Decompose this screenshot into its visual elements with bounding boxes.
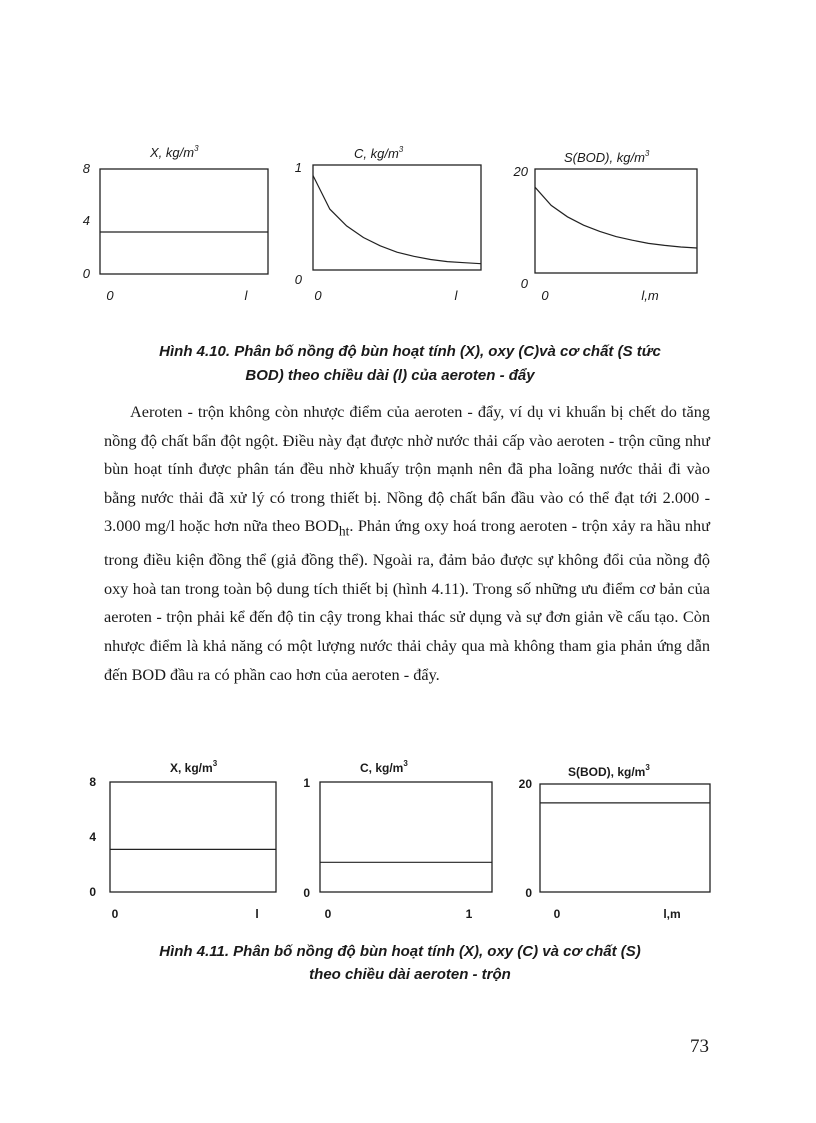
chart-title [170, 759, 218, 775]
chart-title [360, 759, 408, 775]
chart-title-superscript: 3 [645, 763, 650, 772]
x-tick-label: 0 [541, 288, 549, 303]
chart-svg [276, 140, 496, 310]
plot-frame [540, 784, 710, 892]
y-tick-label: 0 [525, 886, 532, 900]
chart-title [149, 144, 199, 160]
bod-subscript: ht [338, 523, 350, 539]
chart-svg [500, 752, 720, 927]
y-tick-label: 4 [89, 830, 96, 844]
x-tick-label: l [255, 907, 259, 921]
chart-title-superscript: 3 [403, 759, 408, 768]
y-tick-label: 20 [518, 777, 532, 791]
fig411-x-chart [60, 752, 280, 927]
body-text-start: Aeroten - trộn không còn nhược điểm của aeroten - đẩy, ví dụ vi khuẩn bị chết do tăng nồng độ chất bẩn đột ngột. Điều này đạt được nhờ nước thải cấp vào aeroten - trộn cũng như bùn hoạt tính được phân tán đều nhờ khuấy trộn mạnh nên đã pha loãng nước thải đi vào bằng nước thải đã xử lý có trong thiết bị. Nồng độ chất bẩn đầu vào có thể đạt tới 2.000 - 3.000 mg/l hoặc hơn nữa theo BOD [104, 402, 710, 536]
chart-title-text: S(BOD), kg/m [564, 150, 645, 165]
y-tick-label: 0 [520, 276, 528, 291]
plot-frame [110, 782, 276, 892]
x-tick-label: 0 [553, 907, 561, 921]
fig410-s-chart [500, 140, 720, 310]
chart-svg [282, 752, 502, 927]
chart-title [354, 145, 404, 161]
chart-title-superscript: 3 [194, 144, 199, 153]
x-tick-label: l,m [663, 907, 681, 921]
fig410-caption-line2: BOD) theo chiều dài (l) của aeroten - đẩy [245, 367, 535, 384]
fig411-c-chart [282, 752, 502, 927]
fig411-caption-line2: theo chiều dài aeroten - trộn [309, 966, 511, 983]
fig410-x-chart [60, 140, 280, 310]
chart-title-text: S(BOD), kg/m [568, 765, 646, 779]
series-line-sbod [535, 187, 697, 248]
chart-title-superscript: 3 [212, 759, 218, 768]
page-number: 73 [690, 1036, 709, 1057]
x-tick-label: 0 [111, 907, 119, 921]
chart-title-text: X, kg/m [170, 761, 213, 775]
chart-title-superscript: 3 [644, 149, 650, 158]
x-tick-label: l,m [641, 288, 659, 303]
y-tick-label: 1 [294, 160, 302, 175]
x-tick-label: 1 [465, 907, 473, 921]
chart-title [568, 763, 650, 779]
x-tick-label: 0 [314, 288, 322, 303]
plot-frame [535, 169, 697, 273]
x-tick-label: l [244, 288, 248, 303]
chart-title-superscript: 3 [398, 145, 404, 154]
fig411-caption-line1: Hình 4.11. Phân bố nồng độ bùn hoạt tính (X), oxy (C) và cơ chất (S) [159, 943, 641, 960]
x-tick-label: l [454, 288, 458, 303]
body-paragraph [104, 398, 710, 689]
chart-title-text: X, kg/m [150, 145, 195, 160]
y-tick-label: 0 [82, 266, 90, 281]
chart-title-text: C, kg/m [354, 146, 399, 161]
y-tick-label: 8 [82, 161, 90, 176]
body-text-end: . Phản ứng oxy hoá trong aeroten - trộn xảy ra hầu như trong điều kiện đồng thể (giả đồng thể). Ngoài ra, đảm bảo được sự không đổi của nồng độ oxy hoà tan trong toàn bộ dung tích thiết bị (hình 4.11). Trong số những ưu điểm cơ bản của aeroten - trộn phải kể đến độ tin cậy trong khai thác sử dụng và sự đơn giản về cấu tạo. Còn nhược điểm là khả năng có một lượng nước thải chảy qua mà không tham gia phản ứng dẫn đến BOD đầu ra có phần cao hơn của aeroten - đẩy. [104, 516, 710, 684]
chart-title [564, 149, 650, 165]
chart-svg [500, 140, 720, 310]
series-line-c [313, 176, 481, 264]
y-tick-label: 0 [89, 885, 96, 899]
chart-svg [60, 752, 280, 927]
fig411-s-chart [500, 752, 720, 927]
y-tick-label: 0 [303, 886, 310, 900]
y-tick-label: 0 [294, 272, 302, 287]
y-tick-label: 8 [89, 775, 96, 789]
chart-svg [60, 140, 280, 310]
y-tick-label: 20 [513, 164, 528, 179]
y-tick-label: 4 [82, 213, 90, 228]
x-tick-label: 0 [106, 288, 114, 303]
plot-frame [320, 782, 492, 892]
chart-title-text: C, kg/m [360, 761, 404, 775]
x-tick-label: 0 [324, 907, 332, 921]
y-tick-label: 1 [303, 776, 310, 790]
fig410-caption-line1: Hình 4.10. Phân bố nồng độ bùn hoạt tính (X), oxy (C)và cơ chất (S tức [159, 343, 661, 360]
plot-frame [100, 169, 268, 274]
fig410-c-chart [276, 140, 496, 310]
